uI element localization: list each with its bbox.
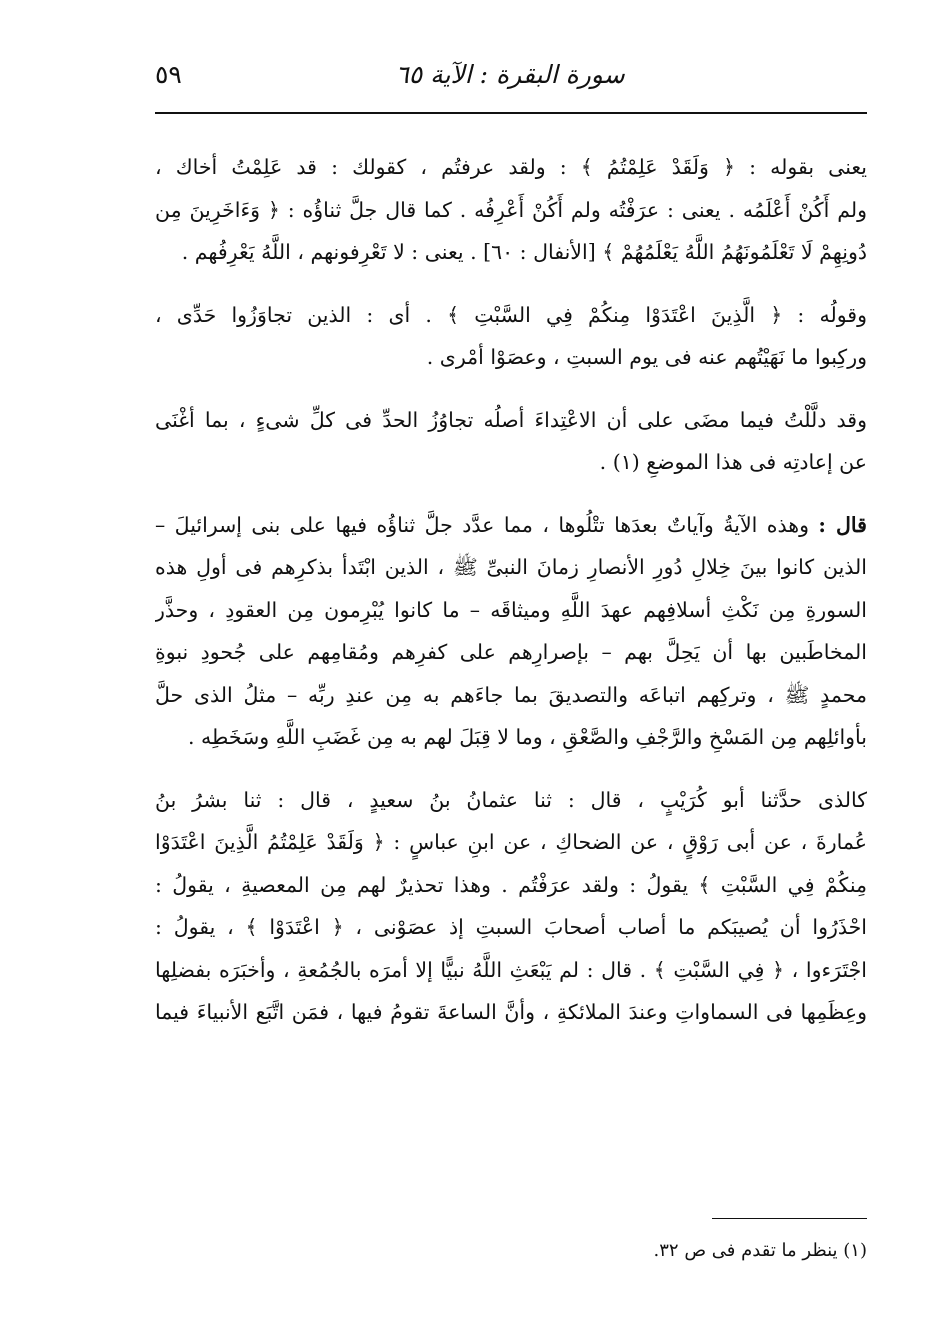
- paragraph-2: [155, 294, 867, 379]
- text-line: كالذى حدَّثنا أبو كُرَيْبٍ ، قال : ثنا عثمانُ بنُ سعيدٍ ، قال : ثنا بشرُ بنُ: [155, 787, 867, 812]
- page-number: ٥٩: [155, 60, 182, 89]
- text-line: وقولُه : ﴿ الَّذِينَ اعْتَدَوْا مِنكُمْ فِي السَّبْتِ ﴾ . أى : الذين تجاوَزُوا حَدِّى ،: [155, 302, 867, 327]
- paragraph-4: [155, 504, 867, 759]
- text-line: عُمارةَ ، عن أبى رَوْقٍ ، عن الضحاكِ ، عن ابنِ عباسٍ : ﴿ وَلَقَدْ عَلِمْتُمُ الَّذِينَ اعْتَدَوْا: [155, 830, 867, 854]
- text-line: احْذَرُوا أن يُصيبَكم ما أصاب أصحابَ السبتِ إذ عصَوْنى ، ﴿ اعْتَدَوْا ﴾ ، يقولُ :: [155, 915, 867, 939]
- footnote-rule: [712, 1218, 867, 1219]
- text-line: وقد دلَّلْتُ فيما مضَى على أن الاعْتِداءَ أصلُه تجاوُزُ الحدِّ فى كلِّ شىءٍ ، بما أغْنَى: [155, 407, 867, 432]
- running-title: سورة البقرة : الآية ٦٥: [395, 60, 625, 89]
- text-line: عن إعادتِه فى هذا الموضعِ (١) .: [599, 450, 867, 474]
- text-line: محمدٍ ﷺ ، وتركِهم اتباعَه والتصديقَ بما جاءَهم به مِن عندِ ربِّه – مثلُ الذى حلَّ: [155, 682, 867, 707]
- page-body: [155, 146, 867, 1054]
- header-rule: [155, 112, 867, 114]
- text-line: مِنكُمْ فِي السَّبْتِ ﴾ يقولُ : ولقد عرَفْتُم . وهذا تحذيرٌ لهم مِن المعصيةِ ، يقولُ :: [155, 872, 867, 897]
- text-line: المخاطَبين بها أن يَحِلَّ بهم – بإصرارِهم على كفرِهم ومُقامِهم على جُحودِ نبوةِ: [155, 640, 867, 664]
- text-line: ولم أَكُنْ أَعْلَمُه . يعنى : عرَفْتُه ولم أَكُنْ أَعْرِفُه . كما قال جلَّ ثناؤُه : ﴿ وَءَاخَرِينَ مِن: [155, 197, 867, 222]
- text-line: اجْتَرَءوا ، ﴿ فِي السَّبْتِ ﴾ . قال : لم يَبْعَثِ اللَّهُ نبيًّا إلا أمرَه بالجُمُعةِ ، وأخبَرَه بفضلِها: [155, 957, 867, 982]
- paragraph-1: [155, 146, 867, 274]
- paragraph-5: [155, 779, 867, 1034]
- text-line: الذين كانوا بينَ خِلالِ دُورِ الأنصارِ زمانَ النبىِّ ﷺ ، الذين ابْتَدأ بذكرِهم فى أولِ هذه: [155, 555, 867, 579]
- text-line-with-lead: [155, 504, 867, 547]
- footnote: (١) ينظر ما تقدم فى ص ٣٢.: [653, 1240, 867, 1261]
- text-line: بأوائلِهم مِن المَسْخِ والرَّجْفِ والصَّعْقِ ، وما لا قِبَلَ لهم به مِن غَضَبِ اللَّهِ وسَخَطِه .: [188, 725, 867, 749]
- page-header: [155, 60, 865, 100]
- text-line: وركِبوا ما نَهَيْتُهم عنه فى يوم السبتِ ، وعصَوْا أمْرى .: [426, 345, 867, 369]
- text-line: دُونِهِمْ لَا تَعْلَمُونَهُمُ اللَّهُ يَعْلَمُهُمْ ﴾ [الأنفال : ٦٠] . يعنى : لا تَعْرِفونهم ، اللَّهُ يَعْرِفُهم .: [181, 240, 867, 264]
- text-run: وهذه الآيةُ وآياتٌ بعدَها تتْلُوها ، مما عدَّد جلَّ ثناؤُه فيها على بنى إسرائيلَ –: [155, 512, 809, 537]
- paragraph-3: [155, 399, 867, 484]
- text-line: السورةِ مِن نَكْثِ أسلافِهم عهدَ اللَّهِ وميثاقَه – ما كانوا يُبْرِمون مِن العقودِ ، وحذَّر: [155, 597, 867, 622]
- text-line: يعنى بقوله : ﴿ وَلَقَدْ عَلِمْتُمُ ﴾ : ولقد عرفتُم ، كقولك : قد عَلِمْتُ أخاك ،: [155, 155, 867, 179]
- text-line: وعِظَمِها فى السماواتِ وعندَ الملائكةِ ، وأنَّ الساعةَ تقومُ فيها ، فمَن اتَّبَع الأنبياءَ فيما: [155, 1000, 867, 1024]
- paragraph-lead: قال :: [818, 512, 867, 537]
